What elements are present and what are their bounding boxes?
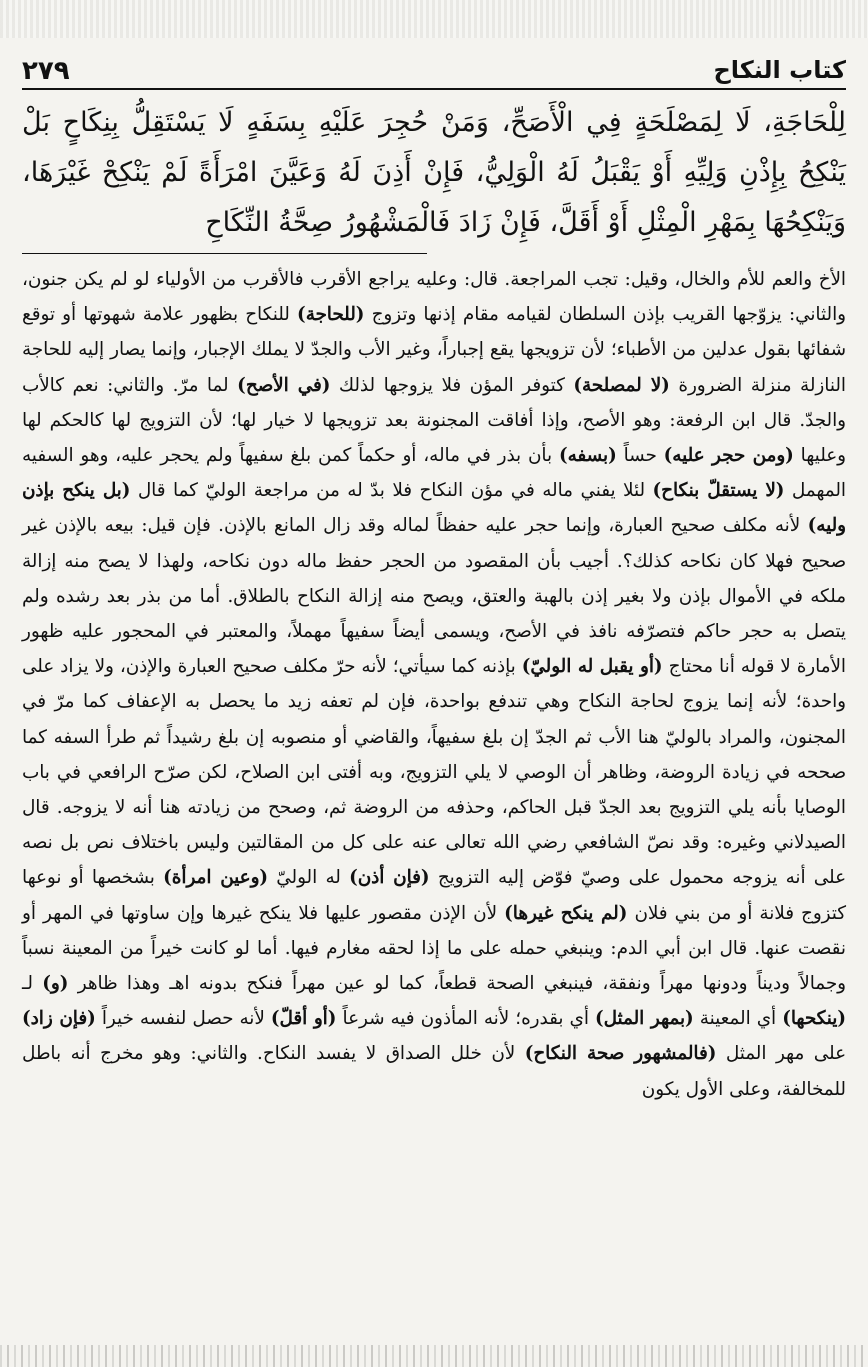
sharh-commentary	[22, 262, 846, 1342]
quoted-matn-phrase: (أو أقلّ)	[270, 1008, 337, 1030]
quoted-matn-phrase: (و)	[42, 973, 69, 995]
commentary-run: الأخ والعم للأم والخال، وقيل: تجب المراجعة. قال: وعليه يراجع الأقرب فالأقرب من الأولياء لو لم يكن جنون، والثاني: يزوّجها القريب بإذن السلطان لقيامه مقام إذنها وتزوج	[22, 269, 846, 326]
quoted-matn-phrase: (فالمشهور صحة النكاح)	[524, 1043, 717, 1065]
quoted-matn-phrase: (أو يقبل له الوليّ)	[521, 656, 663, 678]
matn-divider	[22, 253, 427, 254]
commentary-run: له الوليّ	[268, 867, 350, 889]
quoted-matn-phrase: (للحاجة)	[297, 304, 365, 326]
quoted-matn-phrase: (لا يستقلّ بنكاح)	[652, 480, 785, 502]
quoted-matn-phrase: (لم ينكح غيرها)	[504, 902, 628, 924]
commentary-run: أي بقدره؛ لأنه المأذون فيه شرعاً	[336, 1008, 595, 1030]
chapter-title: كتاب النكاح	[713, 56, 846, 84]
commentary-run: حساً	[616, 445, 664, 467]
quoted-matn-phrase: (بمهر المثل)	[595, 1008, 694, 1030]
quoted-matn-phrase: (في الأصح)	[237, 374, 331, 396]
quoted-matn-phrase: (بسفه)	[558, 445, 617, 467]
quoted-matn-phrase: (لا لمصلحة)	[573, 374, 670, 396]
commentary-run: لما مرّ. والثاني: نعم كالأب والجدّ. قال ابن الرفعة: وهو الأصح، وإذا أفاقت المجنونة بعد تزويجها لا خيار لها؛ لأن التزويج لها كالحكم لها وعليها	[22, 374, 846, 467]
commentary-run: لأن خلل الصداق لا يفسد النكاح. والثاني: وهو مخرج أنه باطل للمخالفة، وعلى الأول يكون	[22, 1043, 846, 1100]
commentary-run: للنكاح بظهور علامة شهوتها أو توقع شفائها بقول عدلين من الأطباء؛ لأن تزويجها يقع إجباراً، وغير الأب والجدّ لا يملك الإجبار، وإنما يصار إليه للحاجة النازلة منزلة الضرورة	[22, 304, 846, 396]
running-header	[22, 48, 846, 90]
quoted-matn-phrase: (فإن زاد)	[22, 1008, 96, 1030]
commentary-run: لأن الإذن مقصور عليها فلا ينكح غيرها وإن ساوتها في المهر أو نقصت عنها. قال ابن أبي الدم: وينبغي حمله على ما إذا لحقه مغارم فيها. أما لو كانت خيراً من المعينة نسباً وجمالاً وديناً ودونها مهراً ونفقة، فينبغي الصحة قطعاً، كما لو عين مهراً فنكح بدونه اهـ وهذا ظاهر	[22, 902, 846, 995]
page-number: ٢٧٩	[22, 56, 70, 86]
quoted-matn-phrase: (فإن أذن)	[349, 867, 430, 889]
matn-text: لِلْحَاجَةِ، لَا لِمَصْلَحَةٍ فِي الْأَصَحِّ، وَمَنْ حُجِرَ عَلَيْهِ بِسَفَهٍ لَا يَسْتَقِلُّ بِنِكَاحٍ بَلْ يَنْكِحُ بِإِذْنِ وَلِيِّهِ أَوْ يَقْبَلُ لَهُ الْوَلِيُّ، فَإِنْ أَذِنَ لَهُ وَعَيَّنَ امْرَأَةً لَمْ يَنْكِحْ غَيْرَهَا، وَيَنْكِحُهَا بِمَهْرِ الْمِثْلِ أَوْ أَقَلَّ، فَإِنْ زَادَ فَالْمَشْهُورُ صِحَّةُ النِّكَاحِ	[22, 107, 846, 238]
quoted-matn-phrase: (بل ينكح بإذن وليه)	[22, 480, 846, 537]
scan-edge-top	[0, 0, 868, 38]
quoted-matn-phrase: (وعين امرأة)	[163, 867, 269, 889]
commentary-run: بشخصها أو نوعها كتزوج فلانة أو من بني فلان	[22, 867, 846, 924]
commentary-run: بإذنه كما سيأتي؛ لأنه حرّ مكلف صحيح العبارة والإذن، ولا يزاد على واحدة؛ لأنه إنما يزوج لحاجة النكاح وهي تندفع بواحدة، فإن لم تعفه زيد ما يحصل به الإعفاف كما مرّ في المجنون، والمراد بالوليّ هنا الأب ثم الجدّ إن بلغ سفيهاً، والقاضي أو منصوبه إن بلغ رشيداً ثم طرأ السفه كما صححه في زيادة الروضة، وظاهر أن الوصي لا يلي التزويج، وبه أفتى ابن الصلاح، لكن صرّح الرافعي في باب الوصايا بأنه يلي التزويج بعد الجدّ قبل الحاكم، وحذفه من الروضة ثم، وصحح من زيادته هنا أنه لا يزوجه. قال الصيدلاني وغيره: وقد نصّ الشافعي رضي الله تعالى عنه على كل من المقالتين وليس باختلاف نص بل نصه على أنه يزوجه محمول على وصيّ فوّض إليه التزويج	[22, 656, 846, 889]
commentary-run: أي المعينة	[693, 1008, 783, 1030]
commentary-run: لأنه حصل لنفسه خيراً	[95, 1008, 271, 1030]
commentary-run: لـ	[22, 973, 43, 995]
commentary-run: كتوفر المؤن فلا يزوجها لذلك	[330, 374, 574, 396]
commentary-run: بأن بذر في ماله، أو حكماً كمن بلغ سفيهاً ولم يحجر عليه، وهو السفيه المهمل	[22, 445, 846, 502]
commentary-run: لئلا يفني ماله في مؤن النكاح فلا بدّ له من مراجعة الوليّ كما قال	[130, 480, 653, 502]
quoted-matn-phrase: (ومن حجر عليه)	[663, 445, 794, 467]
scan-edge-bottom	[0, 1345, 868, 1367]
commentary-run: على مهر المثل	[716, 1043, 846, 1065]
commentary-run: لأنه مكلف صحيح العبارة، وإنما حجر عليه حفظاً لماله وقد زال المانع بالإذن. فإن قيل: بيعه بالإذن غير صحيح فهلا كان نكاحه كذلك؟. أجيب بأن المقصود من الحجر حفظ ماله دون نكاحه، ولهذا لا يصح منه إزالة ملكه في الأموال بإذن ولا بغير إذن بالهبة والعتق، ويصح منه إزالة النكاح بالطلاق. أما من بذر بعد رشده ولم يتصل به حجر حاكم فتصرّفه نافذ في الأصح، ويسمى أيضاً سفيهاً مهملاً، والمعتبر في المحجور عليه ظهور الأمارة لا قوله أنا محتاج	[22, 515, 846, 678]
quoted-matn-phrase: (ينكحها)	[782, 1008, 847, 1030]
